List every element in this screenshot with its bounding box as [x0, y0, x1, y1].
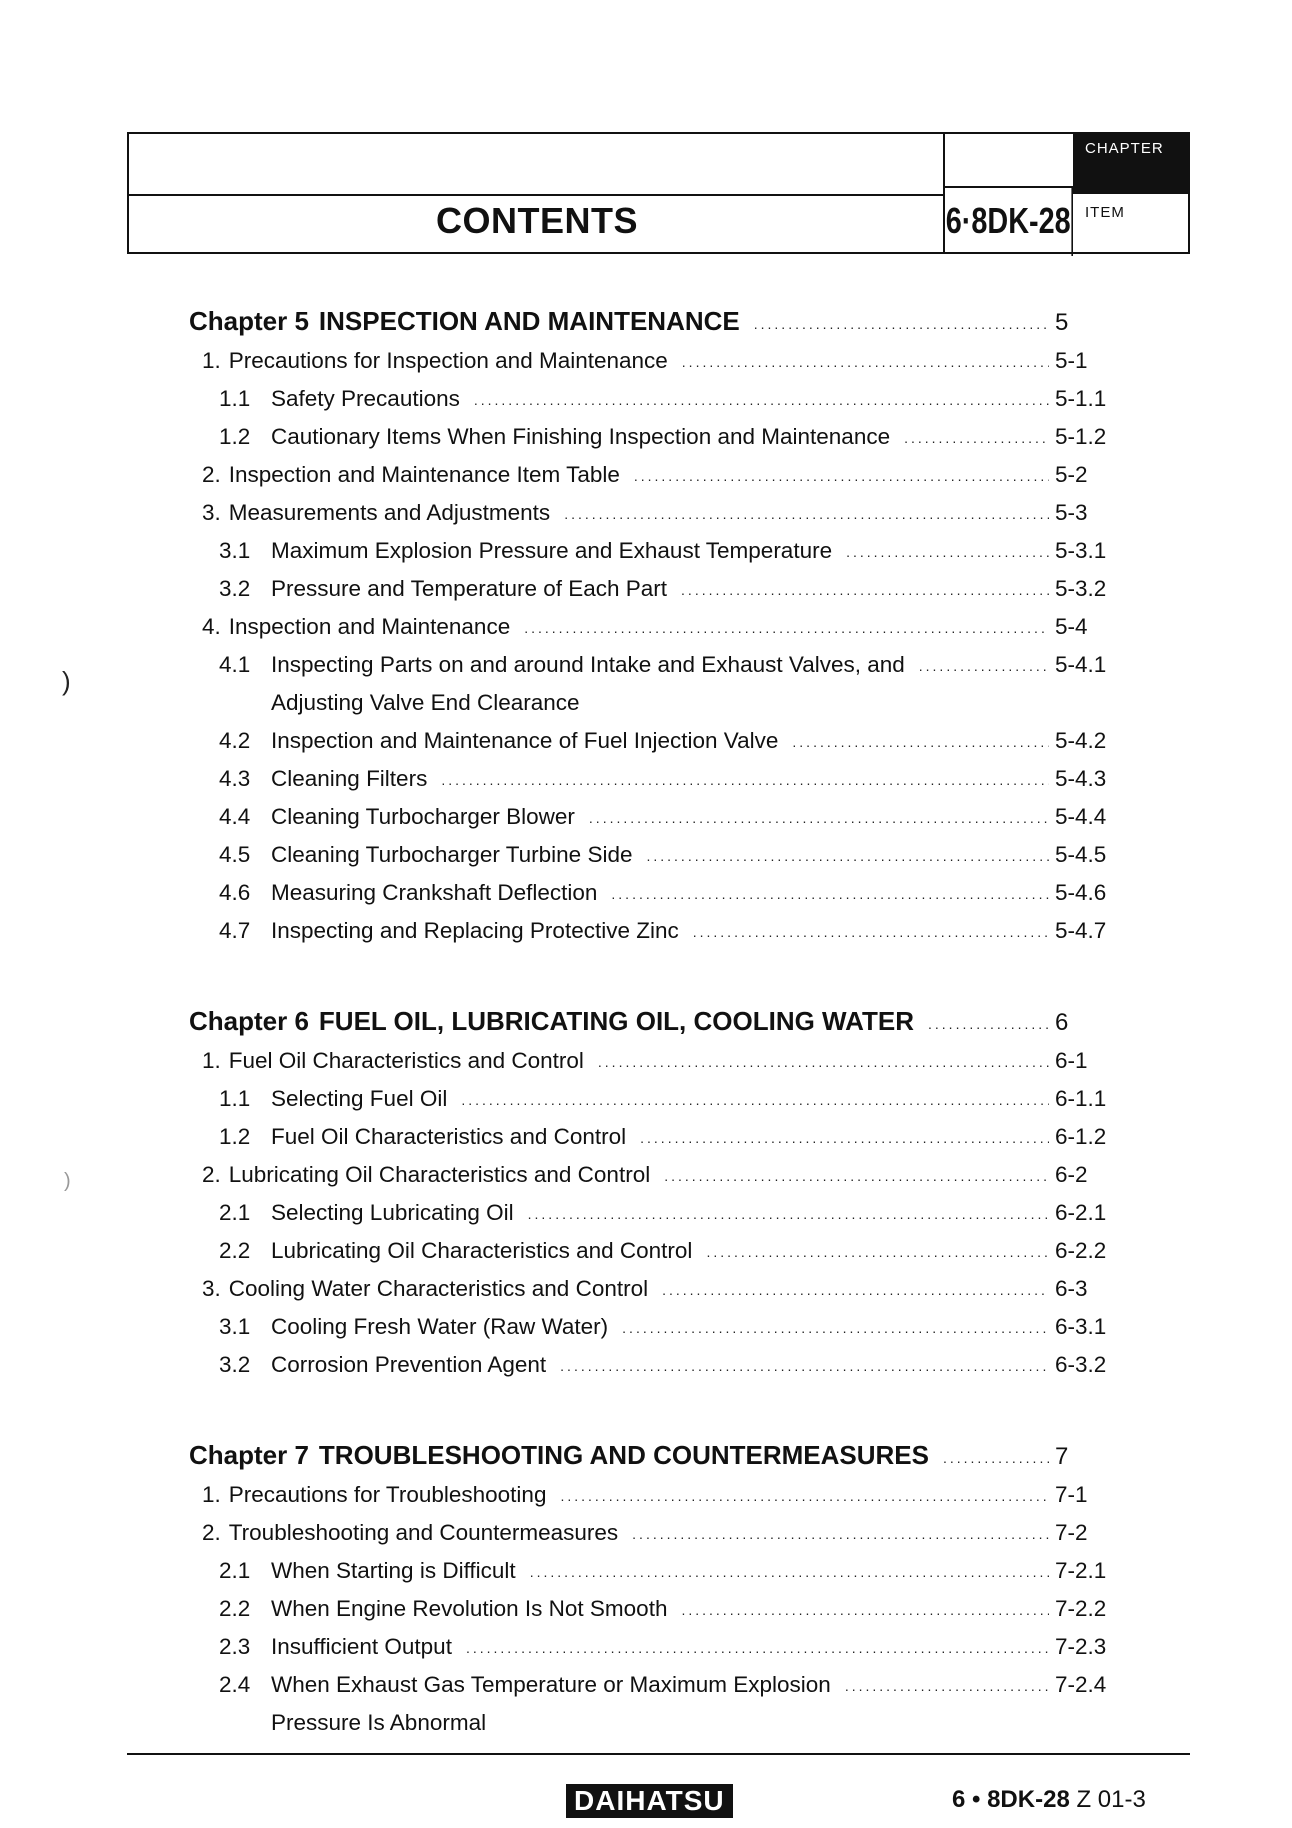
dot-leader: [640, 1130, 1049, 1146]
toc-entry[interactable]: [219, 804, 1117, 830]
toc-entry-continuation: Adjusting Valve End Clearance: [271, 690, 580, 715]
toc-entry-page: 5-4.4: [1055, 804, 1107, 829]
toc-entry-title: Maximum Explosion Pressure and Exhaust Temperature: [271, 538, 833, 563]
toc-entry-title: INSPECTION AND MAINTENANCE: [318, 306, 740, 336]
toc-entry[interactable]: [189, 306, 1117, 337]
toc-entry-page: 6-1.1: [1055, 1086, 1107, 1111]
dot-leader: [754, 316, 1049, 332]
toc-entry-title: Cleaning Turbocharger Blower: [271, 804, 575, 829]
toc-entry[interactable]: [202, 500, 1117, 526]
toc-entry-number: Chapter 7: [189, 1440, 309, 1470]
toc-entry-page: 5-2: [1055, 462, 1088, 487]
toc-entry-title: Inspecting and Replacing Protective Zinc: [271, 918, 679, 943]
dot-leader: [632, 1526, 1049, 1542]
toc-entry-page: 5-4.1: [1055, 652, 1107, 677]
toc-entry-page: 5-3.2: [1055, 576, 1107, 601]
dot-leader: [611, 886, 1049, 902]
toc-entry-title: Precautions for Inspection and Maintenance: [228, 348, 668, 373]
toc-entry-number: 2.1: [219, 1558, 251, 1583]
toc-entry-title: Cooling Fresh Water (Raw Water): [271, 1314, 609, 1339]
toc-entry-page: 5-1: [1055, 348, 1088, 373]
dot-leader: [564, 506, 1049, 522]
toc-entry-page: 6-2.1: [1055, 1200, 1107, 1225]
toc-entry-title: Corrosion Prevention Agent: [271, 1352, 547, 1377]
toc-entry-number: 1.2: [219, 424, 251, 449]
toc-entry[interactable]: [219, 424, 1117, 450]
toc-entry-number: 2.: [202, 1162, 221, 1187]
toc-entry-number: 3.1: [219, 538, 251, 563]
dot-leader: [524, 620, 1049, 636]
dot-leader: [706, 1244, 1049, 1260]
toc-entry-number: Chapter 6: [189, 1006, 309, 1036]
toc-entry[interactable]: [219, 1086, 1117, 1112]
dot-leader: [560, 1358, 1049, 1374]
dot-leader: [681, 582, 1049, 598]
toc-entry-title: Inspection and Maintenance Item Table: [228, 462, 620, 487]
toc-entry-number: 4.6: [219, 880, 251, 905]
toc-entry-number: Chapter 5: [189, 306, 309, 336]
toc-entry[interactable]: [219, 1314, 1117, 1340]
toc-entry[interactable]: [219, 1558, 1117, 1584]
toc-entry-page: 7-1: [1055, 1482, 1088, 1507]
toc-entry-title: Pressure and Temperature of Each Part: [271, 576, 668, 601]
toc-entry-number: 4.1: [219, 652, 251, 677]
dot-leader: [682, 354, 1049, 370]
toc-entry-number: 2.2: [219, 1238, 251, 1263]
toc-entry[interactable]: [219, 652, 1117, 678]
daihatsu-logo: DAIHATSU: [566, 1784, 733, 1818]
toc-entry[interactable]: [202, 1482, 1117, 1508]
chapter-label: CHAPTER: [1073, 134, 1190, 194]
dot-leader: [634, 468, 1049, 484]
toc-entry[interactable]: [189, 1006, 1117, 1037]
toc-entry-title: Fuel Oil Characteristics and Control: [228, 1048, 584, 1073]
toc-entry-title: Cooling Water Characteristics and Control: [228, 1276, 649, 1301]
dot-leader: [461, 1092, 1049, 1108]
toc-entry[interactable]: [219, 1672, 1117, 1698]
toc-entry-title: When Starting is Difficult: [271, 1558, 516, 1583]
toc-entry-number: 1.1: [219, 1086, 251, 1111]
dot-leader: [943, 1450, 1049, 1466]
toc-entry[interactable]: [202, 614, 1117, 640]
toc-entry-page: 5-4.6: [1055, 880, 1107, 905]
footer-rule: [127, 1753, 1190, 1755]
toc-entry-title: Inspection and Maintenance: [228, 614, 511, 639]
toc-entry-number: 1.1: [219, 386, 251, 411]
toc-entry-title: Measurements and Adjustments: [228, 500, 551, 525]
toc-entry-title: Lubricating Oil Characteristics and Control: [228, 1162, 651, 1187]
toc-entry-number: 2.: [202, 1520, 221, 1545]
toc-entry-title: Cleaning Turbocharger Turbine Side: [271, 842, 633, 867]
toc-entry-title: Selecting Fuel Oil: [271, 1086, 448, 1111]
dot-leader: [664, 1168, 1049, 1184]
dot-leader: [589, 810, 1049, 826]
dot-leader: [662, 1282, 1049, 1298]
toc-entry-title: FUEL OIL, LUBRICATING OIL, COOLING WATER: [318, 1006, 915, 1036]
toc-entry-page: 5-4.3: [1055, 766, 1107, 791]
margin-mark: ): [64, 1170, 71, 1192]
dot-leader: [598, 1054, 1049, 1070]
toc-entry-page: 7-2.4: [1055, 1672, 1107, 1697]
dot-leader: [904, 430, 1049, 446]
toc-entry-page: 5-3: [1055, 500, 1088, 525]
toc-entry-page: 6-3: [1055, 1276, 1088, 1301]
toc-entry[interactable]: [219, 1238, 1117, 1264]
dot-leader: [693, 924, 1049, 940]
toc-entry-title: Measuring Crankshaft Deflection: [271, 880, 598, 905]
toc-entry[interactable]: [219, 728, 1117, 754]
toc-entry[interactable]: [219, 918, 1117, 944]
toc-entry[interactable]: [189, 1440, 1117, 1471]
toc-entry[interactable]: [219, 1634, 1117, 1660]
toc-entry[interactable]: [202, 462, 1117, 488]
model-code: 6·8DK-28: [945, 186, 1073, 256]
toc-entry-number: 1.: [202, 1048, 221, 1073]
toc-entry-number: 1.: [202, 1482, 221, 1507]
toc-entry-number: 4.: [202, 614, 221, 639]
toc-entry-page: 5-4: [1055, 614, 1088, 639]
toc-entry-page: 7: [1055, 1443, 1069, 1470]
toc-entry-title: TROUBLESHOOTING AND COUNTERMEASURES: [318, 1440, 929, 1470]
toc-entry-page: 5: [1055, 309, 1069, 336]
toc-entry[interactable]: [219, 386, 1117, 412]
toc-entry-title: Inspection and Maintenance of Fuel Injection Valve: [271, 728, 779, 753]
footer-doc-code: [952, 1786, 1146, 1814]
toc-entry-page: 6-2: [1055, 1162, 1088, 1187]
toc-entry-title: Fuel Oil Characteristics and Control: [271, 1124, 627, 1149]
toc-entry-title: Inspecting Parts on and around Intake and Exhaust Valves, and: [271, 652, 905, 677]
toc-entry-page: 6-2.2: [1055, 1238, 1107, 1263]
dot-leader: [792, 734, 1049, 750]
toc-entry-number: 2.1: [219, 1200, 251, 1225]
toc-entry[interactable]: [202, 1520, 1117, 1546]
dot-leader: [560, 1488, 1049, 1504]
toc-entry-number: 4.4: [219, 804, 251, 829]
header-box: [127, 132, 1190, 254]
toc-entry-number: 4.5: [219, 842, 251, 867]
toc-entry-title: Troubleshooting and Countermeasures: [228, 1520, 619, 1545]
toc-entry-number: 4.7: [219, 918, 251, 943]
toc-entry-continuation: Pressure Is Abnormal: [271, 1710, 487, 1735]
item-label: ITEM: [1085, 204, 1125, 221]
toc-entry-page: 5-1.1: [1055, 386, 1107, 411]
toc-entry-title: Selecting Lubricating Oil: [271, 1200, 514, 1225]
toc-entry-title: Cautionary Items When Finishing Inspection and Maintenance: [271, 424, 891, 449]
toc-entry[interactable]: [219, 576, 1117, 602]
toc-entry-page: 7-2.2: [1055, 1596, 1107, 1621]
toc-entry[interactable]: [219, 1352, 1117, 1378]
margin-mark: ): [62, 666, 71, 696]
toc-entry-title: When Exhaust Gas Temperature or Maximum Explosion: [271, 1672, 831, 1697]
toc-entry-page: 5-4.7: [1055, 918, 1107, 943]
toc-entry-page: 6-1: [1055, 1048, 1088, 1073]
toc-entry[interactable]: [219, 538, 1117, 564]
dot-leader: [846, 544, 1049, 560]
toc-entry-title: When Engine Revolution Is Not Smooth: [271, 1596, 668, 1621]
toc-entry[interactable]: [219, 766, 1117, 792]
toc-entry-number: 4.3: [219, 766, 251, 791]
toc-entry-title: Insufficient Output: [271, 1634, 452, 1659]
toc-entry-page: 5-4.2: [1055, 728, 1107, 753]
toc-entry-title: Precautions for Troubleshooting: [228, 1482, 547, 1507]
toc-entry[interactable]: [202, 1162, 1117, 1188]
toc-entry[interactable]: [202, 1276, 1117, 1302]
toc-entry-title: Cleaning Filters: [271, 766, 428, 791]
toc-entry-page: 5-1.2: [1055, 424, 1107, 449]
toc-entry-number: 3.: [202, 1276, 221, 1301]
toc-entry-page: 6-3.2: [1055, 1352, 1107, 1377]
dot-leader: [528, 1206, 1049, 1222]
toc-entry-number: 2.2: [219, 1596, 251, 1621]
toc-entry-number: 3.1: [219, 1314, 251, 1339]
toc-entry-number: 3.: [202, 500, 221, 525]
toc-entry[interactable]: [219, 880, 1117, 906]
dot-leader: [622, 1320, 1049, 1336]
toc-entry[interactable]: [219, 1124, 1117, 1150]
toc-entry[interactable]: [219, 1596, 1117, 1622]
toc-entry-page: 7-2.1: [1055, 1558, 1107, 1583]
toc-entry-page: 6-1.2: [1055, 1124, 1107, 1149]
toc-entry[interactable]: [219, 1200, 1117, 1226]
dot-leader: [530, 1564, 1049, 1580]
dot-leader: [466, 1640, 1049, 1656]
dot-leader: [681, 1602, 1049, 1618]
toc-entry-number: 2.: [202, 462, 221, 487]
toc-entry-page: 7-2.3: [1055, 1634, 1107, 1659]
dot-leader: [928, 1016, 1049, 1032]
toc-entry-number: 2.4: [219, 1672, 251, 1697]
toc-entry[interactable]: [202, 348, 1117, 374]
toc-entry-title: Lubricating Oil Characteristics and Control: [271, 1238, 693, 1263]
toc-entry[interactable]: [219, 842, 1117, 868]
dot-leader: [919, 658, 1049, 674]
header-divider: [129, 194, 945, 196]
dot-leader: [646, 848, 1049, 864]
footer-model: 6 • 8DK-28: [952, 1786, 1070, 1813]
toc-entry-title: Safety Precautions: [271, 386, 460, 411]
dot-leader: [441, 772, 1049, 788]
dot-leader: [845, 1678, 1049, 1694]
toc-entry-number: 3.2: [219, 1352, 251, 1377]
page-title: CONTENTS: [436, 200, 638, 241]
toc-entry-number: 3.2: [219, 576, 251, 601]
toc-entry-page: 6-3.1: [1055, 1314, 1107, 1339]
toc-entry-page: 7-2: [1055, 1520, 1088, 1545]
toc-entry-page: 6: [1055, 1009, 1069, 1036]
toc-entry-number: 2.3: [219, 1634, 251, 1659]
toc-entry-number: 1.: [202, 348, 221, 373]
footer-doc-number: Z 01-3: [1076, 1786, 1146, 1813]
toc-entry-page: 5-4.5: [1055, 842, 1107, 867]
dot-leader: [474, 392, 1049, 408]
toc-entry-number: 4.2: [219, 728, 251, 753]
toc-entry-number: 1.2: [219, 1124, 251, 1149]
toc-entry-page: 5-3.1: [1055, 538, 1107, 563]
toc-entry[interactable]: [202, 1048, 1117, 1074]
